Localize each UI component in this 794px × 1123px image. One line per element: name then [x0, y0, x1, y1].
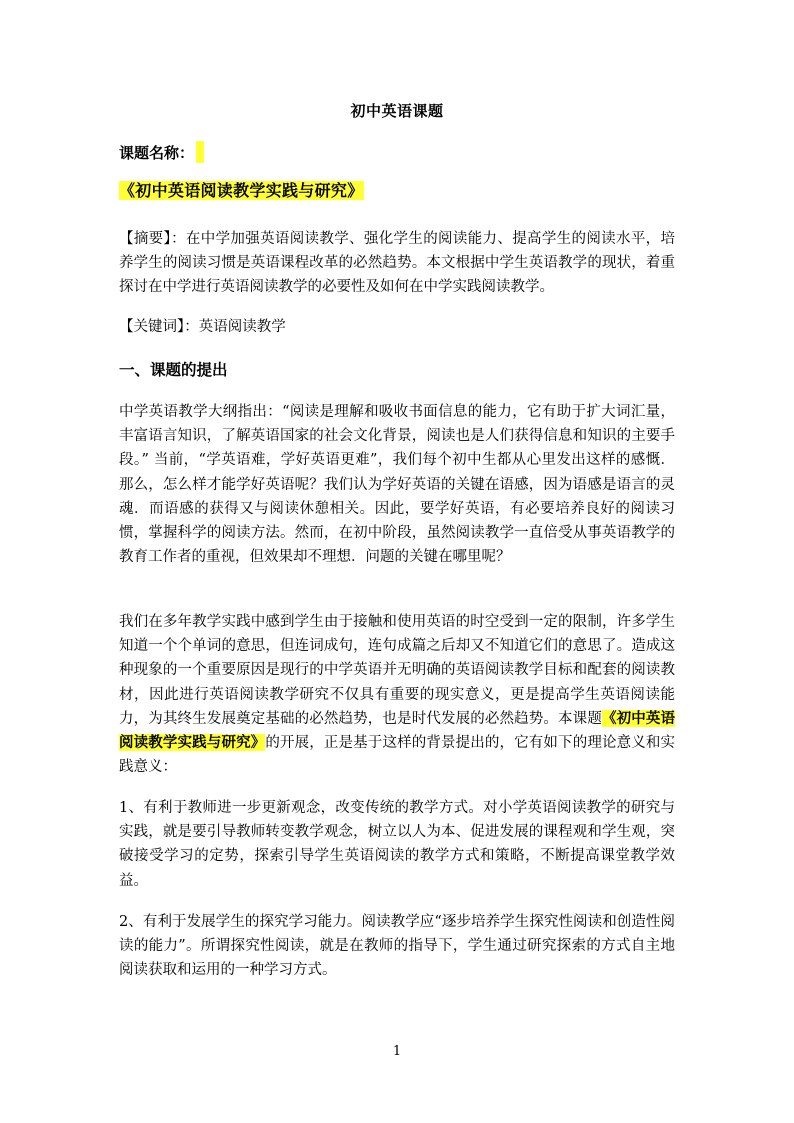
paragraph-4: 2、有利于发展学生的探究学习能力。阅读教学应“逐步培养学生探究性阅读和创造性阅读的能力”。所谓探究性阅读，就是在教师的指导下，学生通过研究探索的方式自主地阅读获取和运用的一种学习方式。	[119, 914, 675, 979]
document-title: 初中英语课题	[350, 102, 444, 120]
section-heading: 一、课题的提出	[119, 360, 228, 379]
subject-label: 课题名称：	[119, 144, 195, 162]
subject-title: 《初中英语阅读教学实践与研究》	[119, 181, 364, 200]
subject-label-line	[119, 141, 204, 163]
paragraph-2	[119, 610, 675, 779]
keywords-text: ：英语阅读教学	[184, 319, 286, 335]
paragraph-2-highlight: 《初中英语阅读教学实践与研究》	[119, 709, 676, 752]
highlight-marker	[196, 141, 204, 163]
abstract-paragraph	[119, 227, 675, 300]
paragraph-2-end: 的开展，正是基于这样的背景提出的，它有如下的理论意义和实践意义：	[119, 735, 676, 776]
abstract-text: ：在中学加强英语阅读教学、强化学生的阅读能力、提高学生的阅读水平，培养学生的阅读习惯是英语课程改革的必然趋势。本文根据中学生英语教学的现状，着重探讨在中学进行英语阅读教学的必要性及如何在中学实践阅读教学。	[119, 231, 676, 296]
keywords-line	[119, 317, 286, 337]
keywords-label: 【关键词】	[119, 319, 185, 335]
paragraph-3: 1、有利于教师进一步更新观念，改变传统的教学方式。对小学英语阅读教学的研究与实践，就是要引导教师转变教学观念，树立以人为本、促进发展的课程观和学生观，突破接受学习的定势，探索引导学生英语阅读的教学方式和策略，不断提高课堂教学效益。	[119, 800, 675, 889]
paragraph-1: 中学英语教学大纲指出：“阅读是理解和吸收书面信息的能力，它有助于扩大词汇量，丰富语言知识，了解英语国家的社会文化背景，阅读也是人们获得信息和知识的主要手段。” 当前，“学英语难，学好英语更难”，我们每个初中生都从心里发出这样的感慨．那么，怎么样才能学好英语呢？我们认为学好英语的关键在语感，因为语感是语言的灵魂．而语感的获得又与阅读休憩相关。因此，要学好英语，有必要培养良好的阅读习惯，掌握科学的阅读方法。然而，在初中阶段，虽然阅读教学一直倍受从事英语教学的教育工作者的重视，但效果却不理想．问题的关键在哪里呢？	[119, 404, 675, 566]
paragraph-2-start: 我们在多年教学实践中感到学生由于接触和使用英语的时空受到一定的限制，许多学生知道一个个单词的意思，但连词成句，连句成篇之后却又不知道它们的意思了。造成这种现象的一个重要原因是现行的中学英语并无明确的英语阅读教学目标和配套的阅读教材，因此进行英语阅读教学研究不仅具有重要的现实意义，更是提高学生英语阅读能力，为其终生发展奠定基础的必然趋势，也是时代发展的必然趋势。本课题	[119, 614, 675, 727]
page-number: 1	[392, 1044, 402, 1059]
abstract-label: 【摘要】	[119, 231, 172, 247]
subject-title-line	[119, 181, 364, 201]
